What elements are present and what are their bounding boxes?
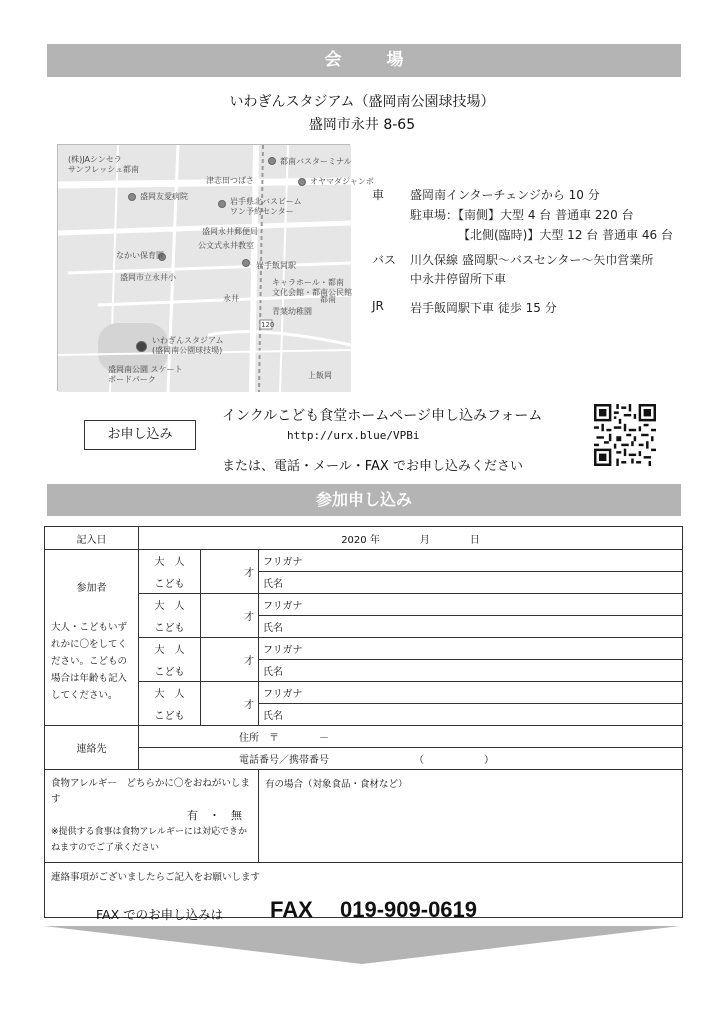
venue-heading: 会 場 bbox=[47, 44, 681, 77]
map-label: 岩手飯岡駅 bbox=[256, 261, 296, 270]
map-label: 津志田つばさ bbox=[206, 176, 254, 185]
participant-row bbox=[45, 704, 683, 726]
allergy-row bbox=[45, 770, 683, 863]
access-line: 川久保線 盛岡駅～バスセンター～矢巾営業所 bbox=[410, 253, 654, 267]
participant-row bbox=[45, 550, 683, 572]
map-label: 盛岡永井郵便局 bbox=[202, 227, 258, 236]
age-field[interactable]: 才 bbox=[201, 682, 259, 726]
map-label: キャラホール・都南 bbox=[272, 278, 344, 287]
phone-field[interactable]: 電話番号／携帯番号 （ ） bbox=[139, 748, 683, 770]
qr-code-icon[interactable] bbox=[594, 404, 656, 466]
allergy-disclaimer: ※提供する食事は食物アレルギーには対応できかねますのでご了承ください bbox=[51, 827, 247, 853]
venue-name: いわぎんスタジアム（盛岡南公園球技場） bbox=[229, 94, 495, 110]
map-label: 盛岡市立永井小 bbox=[120, 273, 176, 282]
homepage-form-title: インクルこども食堂ホームページ申し込みフォーム bbox=[222, 408, 543, 424]
map-label: 文化会館・都南公民館 bbox=[272, 288, 352, 297]
map-pin-icon bbox=[128, 193, 136, 201]
fax-lead: FAX でのお申し込みは bbox=[96, 907, 224, 922]
map-label: 青葉幼稚園 bbox=[272, 307, 312, 316]
allergy-options[interactable]: 有 ・ 無 bbox=[187, 809, 242, 822]
venue-address: 盛岡市永井 8-65 bbox=[308, 117, 416, 133]
map-label: 都南 bbox=[320, 295, 336, 304]
name-field[interactable]: 氏名 bbox=[259, 660, 683, 682]
age-field[interactable]: 才 bbox=[201, 638, 259, 682]
access-line: 【北側(臨時)】大型 12 台 普通車 46 台 bbox=[458, 228, 673, 242]
map-label: 永井 bbox=[223, 294, 239, 303]
application-form bbox=[44, 526, 683, 918]
application-heading: 参加申し込み bbox=[47, 484, 681, 516]
contact-row bbox=[45, 748, 683, 770]
apply-button[interactable]: お申し込み bbox=[84, 420, 196, 450]
furigana-field[interactable]: フリガナ bbox=[259, 594, 683, 616]
map-label: オヤマダジャンボ bbox=[310, 177, 374, 186]
alternative-contact-text: または、電話・メール・FAX でお申し込みください bbox=[222, 459, 523, 474]
access-label: 車 bbox=[372, 188, 385, 202]
participant-row bbox=[45, 660, 683, 682]
map-label: 岩手県北バスビーム bbox=[230, 197, 302, 206]
furigana-field[interactable]: フリガナ bbox=[259, 682, 683, 704]
date-row bbox=[45, 527, 683, 550]
participant-cell bbox=[45, 550, 139, 726]
map-label: ワン予約センター bbox=[230, 207, 294, 216]
allergy-detail-label: 有の場合（対象食品・食材など） bbox=[265, 779, 408, 790]
participant-note: 大人・こどもいずれかに〇をしてください。こどもの場合は年齢も記入してください。 bbox=[51, 622, 128, 701]
participant-row bbox=[45, 594, 683, 616]
map-label: なかい保育園 bbox=[116, 251, 164, 260]
furigana-field[interactable]: フリガナ bbox=[259, 638, 683, 660]
map-label: 120 bbox=[261, 321, 275, 329]
map-pin-icon bbox=[268, 157, 276, 165]
name-field[interactable]: 氏名 bbox=[259, 704, 683, 726]
participant-row bbox=[45, 616, 683, 638]
map-label: 都南バスターミナル bbox=[280, 157, 352, 166]
date-label: 記入日 bbox=[45, 527, 139, 550]
map-pin-icon bbox=[242, 259, 250, 267]
down-arrow-icon bbox=[44, 926, 680, 966]
contact-row bbox=[45, 726, 683, 748]
allergy-detail-field[interactable] bbox=[259, 770, 683, 863]
map-pin-icon bbox=[298, 178, 306, 186]
map-label: サンフレッシュ都南 bbox=[68, 165, 140, 174]
adult-option[interactable]: 大 人 bbox=[139, 638, 201, 660]
map-label: (盛岡南公園球技場) bbox=[152, 346, 223, 355]
participant-label: 参加者 bbox=[76, 583, 107, 594]
name-field[interactable]: 氏名 bbox=[259, 572, 683, 594]
map-label: ボードパーク bbox=[108, 375, 156, 384]
map-label: いわぎんスタジアム bbox=[152, 336, 224, 345]
fax-number: 019-909-0619 bbox=[340, 897, 478, 922]
allergy-question: 食物アレルギー どちらかに〇をおねがいします bbox=[51, 778, 250, 805]
allergy-cell bbox=[45, 770, 259, 863]
map-label: 公文式永井教室 bbox=[198, 241, 254, 250]
adult-option[interactable]: 大 人 bbox=[139, 550, 201, 572]
child-option[interactable]: こども bbox=[139, 704, 201, 726]
map-label: 盛岡南公園 スケート bbox=[108, 365, 183, 374]
homepage-form-url[interactable]: http://urx.blue/VPBi bbox=[287, 429, 420, 442]
age-field[interactable]: 才 bbox=[201, 594, 259, 638]
access-line: 盛岡南インターチェンジから 10 分 bbox=[410, 188, 600, 202]
remarks-label: 連絡事項がございましたらご記入をお願いします bbox=[51, 872, 261, 883]
access-label: JR bbox=[372, 299, 384, 313]
child-option[interactable]: こども bbox=[139, 660, 201, 682]
access-line: 中永井停留所下車 bbox=[410, 272, 507, 286]
venue-pin-icon bbox=[136, 341, 147, 352]
participant-row bbox=[45, 638, 683, 660]
adult-option[interactable]: 大 人 bbox=[139, 594, 201, 616]
address-field[interactable]: 住所 〒 － bbox=[139, 726, 683, 748]
venue-map bbox=[57, 144, 374, 391]
date-field[interactable]: 2020 年 月 日 bbox=[139, 527, 683, 550]
participant-row bbox=[45, 572, 683, 594]
access-line: 岩手飯岡駅下車 徒歩 15 分 bbox=[410, 301, 557, 315]
access-line: 駐車場：【南側】大型 4 台 普通車 220 台 bbox=[410, 208, 634, 222]
fax-label: FAX bbox=[270, 897, 313, 922]
contact-label: 連絡先 bbox=[45, 726, 139, 770]
map-label: 盛岡友愛病院 bbox=[140, 192, 188, 201]
adult-option[interactable]: 大 人 bbox=[139, 682, 201, 704]
child-option[interactable]: こども bbox=[139, 572, 201, 594]
map-label: (株)JAシンセラ bbox=[68, 155, 122, 164]
child-option[interactable]: こども bbox=[139, 616, 201, 638]
participant-row bbox=[45, 682, 683, 704]
map-pin-icon bbox=[218, 200, 226, 208]
access-label: バス bbox=[372, 253, 397, 267]
furigana-field[interactable]: フリガナ bbox=[259, 550, 683, 572]
map-label: 上飯岡 bbox=[308, 371, 332, 380]
name-field[interactable]: 氏名 bbox=[259, 616, 683, 638]
age-field[interactable]: 才 bbox=[201, 550, 259, 594]
